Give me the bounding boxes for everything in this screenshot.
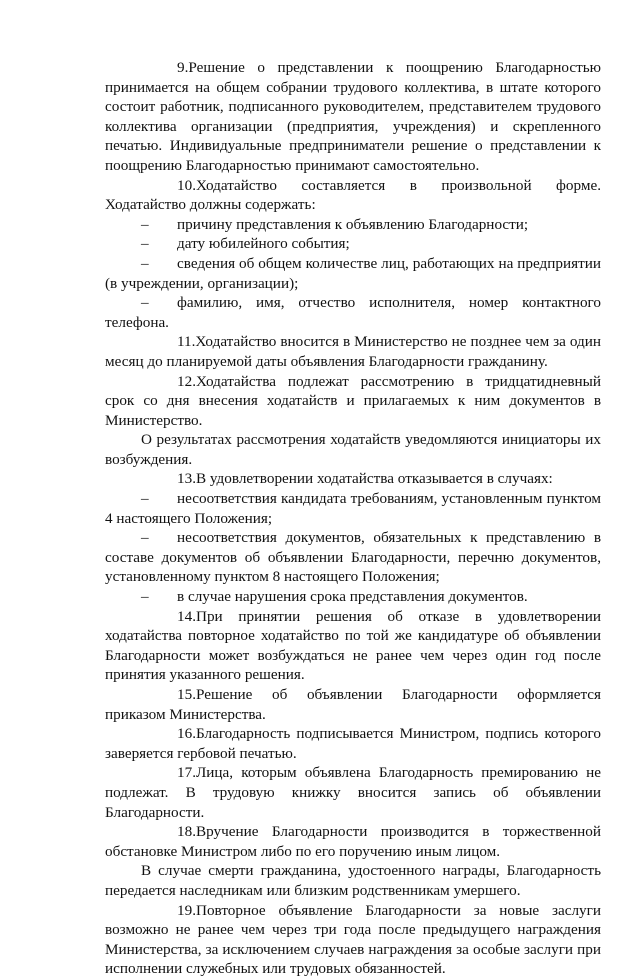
list-item-text: причину представления к объявлению Благодарности; — [177, 215, 529, 233]
paragraph-18 — [105, 822, 601, 861]
paragraph-number: 10. — [177, 176, 196, 194]
paragraph-9 — [105, 58, 601, 176]
paragraph-number: 17. — [177, 764, 196, 782]
list-item-text: в случае нарушения срока представления документов. — [177, 588, 528, 606]
dash-marker: – — [141, 215, 149, 233]
paragraph-13 — [105, 469, 601, 489]
paragraph-19 — [105, 901, 601, 979]
paragraph-14 — [105, 607, 601, 685]
dash-marker: – — [141, 490, 149, 508]
list-item-text: несоответствия документов, обязательных к представлению в составе документов об объявлении Благодарности, перечню документов, установленному пунктом 8 настоящего Положения; — [105, 529, 601, 586]
paragraph-text-block: О результатах рассмотрения ходатайств уведомляются инициаторы их возбуждения. — [105, 431, 601, 468]
paragraph-number: 9. — [177, 59, 189, 76]
paragraph-text: Вручение Благодарности производится в торжественной обстановке Министром либо по его поручению иным лицом. — [105, 823, 601, 860]
paragraph-number: 19. — [177, 901, 196, 919]
dash-marker: – — [141, 254, 149, 272]
paragraph-text: Лица, которым объявлена Благодарность премированию не подлежат. В трудовую книжку вносится запись об объявлении Благодарности. — [105, 764, 601, 821]
paragraph-15 — [105, 685, 601, 724]
list-item-text: несоответствия кандидата требованиям, установленным пунктом 4 настоящего Положения; — [105, 490, 601, 527]
dash-marker: – — [141, 235, 149, 253]
paragraph-text: Решение об объявлении Благодарности оформляется приказом Министерства. — [105, 686, 601, 723]
paragraph-number: 13. — [177, 470, 196, 488]
list-item — [105, 215, 601, 235]
list-item — [105, 293, 601, 332]
paragraph-number: 18. — [177, 823, 196, 841]
list-item — [105, 234, 601, 254]
paragraph-text: Решение о представлении к поощрению Благодарностью принимается на общем собрании трудового коллектива, в штате которого состоит работник, подписанного руководителем, представителем трудового коллектива организации (предприятия, учреждения) и скрепленного печатью. Индивидуальные предприниматели решение о представлении к поощрению Благодарностью принимают самостоятельно. — [105, 59, 601, 174]
paragraph-number: 14. — [177, 607, 196, 625]
paragraph-text: Ходатайства подлежат рассмотрению в тридцатидневный срок со дня внесения ходатайств и прилагаемых к ним документов в Министерство. — [105, 372, 601, 429]
list-item — [105, 587, 601, 607]
dash-marker: – — [141, 294, 149, 312]
paragraph-12 — [105, 372, 601, 431]
paragraph-text: При принятии решения об отказе в удовлетворении ходатайства повторное ходатайство по той же кандидатуре об объявлении Благодарности может возбуждаться не ранее чем через один год после принятия указанного решения. — [105, 607, 601, 684]
paragraph-text-block: В случае смерти гражданина, удостоенного награды, Благодарность передается наследникам или близким родственникам умершего. — [105, 862, 601, 899]
list-item-text: дату юбилейного события; — [177, 235, 350, 253]
dash-marker: – — [141, 588, 149, 606]
list-item-text: сведения об общем количестве лиц, работающих на предприятии (в учреждении, организации); — [105, 254, 601, 292]
list-item — [105, 489, 601, 528]
paragraph-text: Ходатайство вносится в Министерство не позднее чем за один месяц до планируемой даты объявления Благодарности гражданину. — [105, 333, 601, 370]
paragraph-number: 11. — [177, 333, 196, 351]
paragraph-number: 16. — [177, 725, 196, 743]
list-item — [105, 528, 601, 587]
dash-marker: – — [141, 529, 149, 547]
paragraph-text: Благодарность подписывается Министром, подпись которого заверяется гербовой печатью. — [105, 725, 601, 762]
paragraph-11 — [105, 332, 601, 371]
paragraph-text: Повторное объявление Благодарности за новые заслуги возможно не ранее чем через три года после предыдущего награждения Министерства, за исключением случаев награждения за особые заслуги при исполнении служебных или трудовых обязанностей. — [105, 901, 601, 978]
paragraph-number: 15. — [177, 686, 196, 703]
document-body — [105, 58, 601, 979]
paragraph-10 — [105, 176, 601, 215]
paragraph-number: 12. — [177, 372, 196, 390]
list-item — [105, 254, 601, 293]
paragraph-text: В удовлетворении ходатайства отказывается в случаях: — [195, 470, 553, 488]
paragraph-17 — [105, 763, 601, 822]
list-item-text: фамилию, имя, отчество исполнителя, номер контактного телефона. — [105, 294, 601, 331]
paragraph-16 — [105, 724, 601, 763]
paragraph-text: Ходатайство составляется в произвольной форме. Ходатайство должны содержать: — [105, 176, 601, 214]
